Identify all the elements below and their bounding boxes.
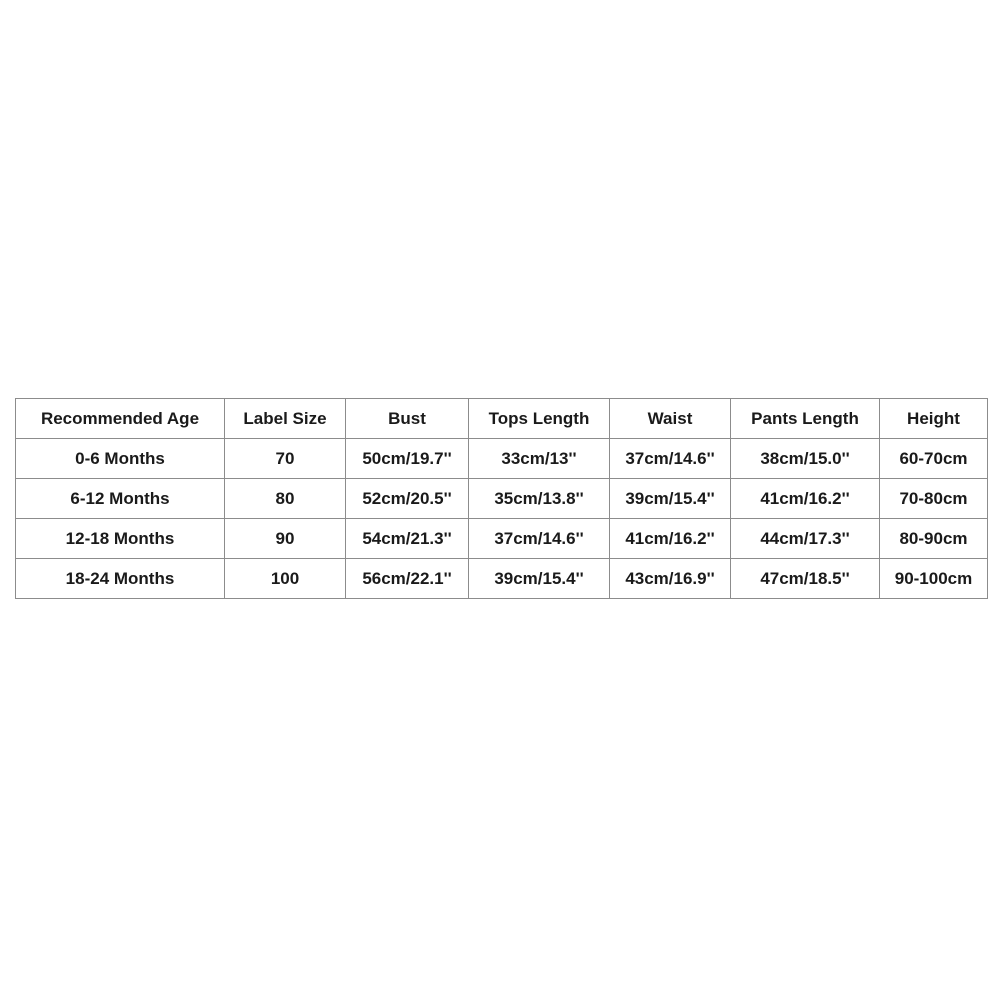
cell-recommended-age: 12-18 Months bbox=[16, 519, 225, 559]
cell-height: 80-90cm bbox=[880, 519, 988, 559]
cell-tops-length: 33cm/13'' bbox=[469, 439, 610, 479]
header-tops-length: Tops Length bbox=[469, 399, 610, 439]
cell-tops-length: 35cm/13.8'' bbox=[469, 479, 610, 519]
cell-pants-length: 41cm/16.2'' bbox=[731, 479, 880, 519]
cell-bust: 52cm/20.5'' bbox=[346, 479, 469, 519]
cell-waist: 43cm/16.9'' bbox=[610, 559, 731, 599]
cell-label-size: 70 bbox=[225, 439, 346, 479]
header-height: Height bbox=[880, 399, 988, 439]
cell-pants-length: 38cm/15.0'' bbox=[731, 439, 880, 479]
cell-tops-length: 37cm/14.6'' bbox=[469, 519, 610, 559]
table-row bbox=[16, 479, 988, 519]
cell-label-size: 80 bbox=[225, 479, 346, 519]
cell-pants-length: 44cm/17.3'' bbox=[731, 519, 880, 559]
header-waist: Waist bbox=[610, 399, 731, 439]
cell-waist: 39cm/15.4'' bbox=[610, 479, 731, 519]
cell-tops-length: 39cm/15.4'' bbox=[469, 559, 610, 599]
header-pants-length: Pants Length bbox=[731, 399, 880, 439]
table-header-row bbox=[16, 399, 988, 439]
cell-recommended-age: 18-24 Months bbox=[16, 559, 225, 599]
cell-waist: 41cm/16.2'' bbox=[610, 519, 731, 559]
cell-height: 90-100cm bbox=[880, 559, 988, 599]
cell-waist: 37cm/14.6'' bbox=[610, 439, 731, 479]
table-row bbox=[16, 559, 988, 599]
size-chart-table bbox=[15, 398, 988, 599]
table-row bbox=[16, 439, 988, 479]
header-bust: Bust bbox=[346, 399, 469, 439]
cell-recommended-age: 0-6 Months bbox=[16, 439, 225, 479]
cell-height: 60-70cm bbox=[880, 439, 988, 479]
header-label-size: Label Size bbox=[225, 399, 346, 439]
header-recommended-age: Recommended Age bbox=[16, 399, 225, 439]
cell-bust: 56cm/22.1'' bbox=[346, 559, 469, 599]
cell-bust: 54cm/21.3'' bbox=[346, 519, 469, 559]
cell-label-size: 90 bbox=[225, 519, 346, 559]
cell-bust: 50cm/19.7'' bbox=[346, 439, 469, 479]
cell-height: 70-80cm bbox=[880, 479, 988, 519]
cell-label-size: 100 bbox=[225, 559, 346, 599]
cell-recommended-age: 6-12 Months bbox=[16, 479, 225, 519]
table-row bbox=[16, 519, 988, 559]
cell-pants-length: 47cm/18.5'' bbox=[731, 559, 880, 599]
